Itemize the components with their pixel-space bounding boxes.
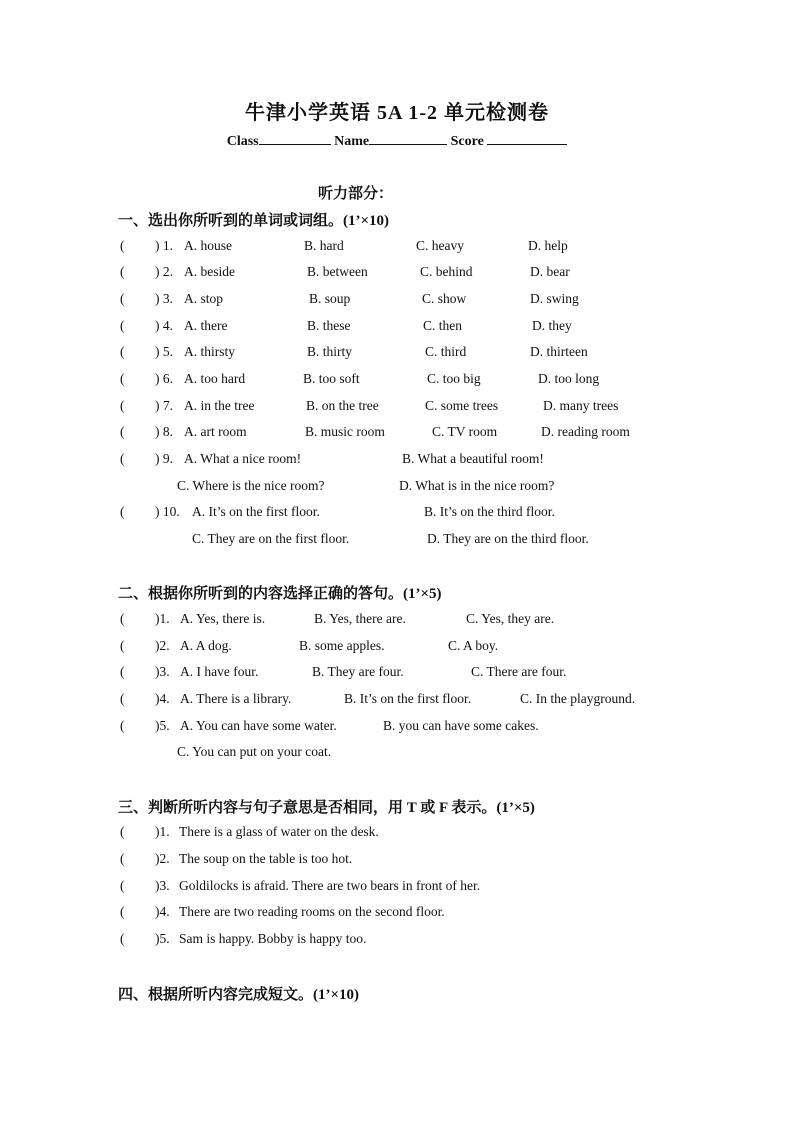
option-a: A. There is a library. [180,691,292,706]
option-c: C. behind [420,264,473,279]
answer-bracket[interactable]: ( [120,691,125,706]
answer-bracket[interactable]: ( [120,904,125,919]
answer-bracket[interactable]: ( [120,824,125,839]
option-b: B. too soft [303,371,360,386]
answer-bracket[interactable]: ( [120,638,125,653]
question-number: ) 3. [155,291,173,306]
option-c: C. then [423,318,462,333]
answer-bracket[interactable]: ( [120,451,125,466]
option-a: A. house [184,238,232,253]
option-d: D. bear [530,264,570,279]
question-row-continued [0,531,794,551]
score-label: Score [450,134,484,149]
answer-bracket[interactable]: ( [120,851,125,866]
class-label: Class [226,134,259,149]
question-number: )2. [155,851,170,866]
option-d: D. too long [538,371,600,386]
option-a: A. in the tree [184,398,255,413]
question-row [0,291,794,311]
option-a: A. It’s on the first floor. [192,504,320,519]
option-c: C. There are four. [471,664,567,679]
question-row [0,878,794,898]
question-row [0,344,794,364]
question-row [0,718,794,738]
option-a: A. there [184,318,228,333]
question-row [0,611,794,631]
listening-part-label: 听力部分： [318,186,394,202]
question-number: ) 2. [155,264,173,279]
question-row [0,318,794,338]
option-c: C. Yes, they are. [466,611,555,626]
option-a: A. Yes, there is. [180,611,266,626]
question-number: )4. [155,691,170,706]
option-b: B. thirty [307,344,353,359]
option-a: A. A dog. [180,638,232,653]
option-c: C. heavy [416,238,464,253]
option-d: D. reading room [541,424,630,439]
option-b: B. It’s on the third floor. [424,504,555,519]
option-a: A. What a nice room! [184,451,302,466]
answer-bracket[interactable]: ( [120,371,125,386]
answer-bracket[interactable]: ( [120,344,125,359]
option-d: D. many trees [543,398,619,413]
option-c: C. A boy. [448,638,499,653]
option-d: D. thirteen [530,344,588,359]
question-number: )1. [155,611,170,626]
answer-bracket[interactable]: ( [120,878,125,893]
statement: There is a glass of water on the desk. [179,824,379,839]
option-c: C. third [425,344,467,359]
question-row [0,824,794,844]
question-number: ) 6. [155,371,173,386]
question-row [0,264,794,284]
answer-bracket[interactable]: ( [120,424,125,439]
class-blank[interactable] [259,130,331,145]
question-number: ) 5. [155,344,173,359]
option-b: B. these [307,318,351,333]
answer-bracket[interactable]: ( [120,718,125,733]
question-number: )2. [155,638,170,653]
statement: There are two reading rooms on the second floor. [179,904,445,919]
question-row [0,638,794,658]
option-d: D. help [528,238,568,253]
student-info-line [0,130,794,150]
question-number: )5. [155,718,170,733]
answer-bracket[interactable]: ( [120,664,125,679]
page-title: 牛津小学英语 5A 1-2 单元检测卷 [245,102,549,124]
question-number: ) 1. [155,238,173,253]
option-b: B. on the tree [306,398,379,413]
question-row [0,664,794,684]
name-blank[interactable] [369,130,447,145]
option-c: C. too big [427,371,481,386]
option-b: B. It’s on the first floor. [344,691,472,706]
section-1-title: 一、选出你所听到的单词或词组。(1’×10) [118,213,390,229]
answer-bracket[interactable]: ( [120,611,125,626]
statement: Goldilocks is afraid. There are two bears in front of her. [179,878,481,893]
option-c: C. In the playground. [520,691,636,706]
question-number: ) 8. [155,424,173,439]
question-number: )1. [155,824,170,839]
section-3-title: 三、判断所听内容与句子意思是否相同，用 T 或 F 表示。(1’×5) [118,800,535,816]
question-row-continued [0,744,794,764]
answer-bracket[interactable]: ( [120,398,125,413]
question-row [0,851,794,871]
question-number: )5. [155,931,170,946]
option-a: A. You can have some water. [180,718,337,733]
answer-bracket[interactable]: ( [120,931,125,946]
question-number: ) 4. [155,318,173,333]
option-a: A. art room [184,424,247,439]
option-a: A. thirsty [184,344,236,359]
question-row [0,904,794,924]
option-a: A. beside [184,264,235,279]
option-b: B. soup [309,291,351,306]
option-b: B. What a beautiful room! [402,451,544,466]
question-number: )4. [155,904,170,919]
question-row [0,451,794,471]
question-number: ) 9. [155,451,173,466]
score-blank[interactable] [487,130,567,145]
question-number: ) 10. [155,504,180,519]
option-a: A. stop [184,291,224,306]
answer-bracket[interactable]: ( [120,291,125,306]
question-row [0,504,794,524]
option-b: B. hard [304,238,344,253]
question-row-continued [0,478,794,498]
question-row [0,931,794,951]
option-c: C. show [422,291,467,306]
statement: Sam is happy. Bobby is happy too. [179,931,367,946]
option-b: B. some apples. [299,638,385,653]
answer-bracket[interactable]: ( [120,238,125,253]
option-a: A. I have four. [180,664,259,679]
question-number: )3. [155,664,170,679]
question-row [0,238,794,258]
question-row [0,371,794,391]
option-d: D. They are on the third floor. [427,531,589,546]
question-row [0,398,794,418]
answer-bracket[interactable]: ( [120,504,125,519]
question-row [0,424,794,444]
section-4-title: 四、根据所听内容完成短文。(1’×10) [118,987,360,1003]
option-d: D. What is in the nice room? [399,478,555,493]
option-c: C. You can put on your coat. [177,744,332,759]
option-b: B. music room [305,424,385,439]
answer-bracket[interactable]: ( [120,318,125,333]
answer-bracket[interactable]: ( [120,264,125,279]
option-b: B. Yes, there are. [314,611,406,626]
option-b: B. between [307,264,368,279]
option-c: C. Where is the nice room? [177,478,325,493]
option-d: D. swing [530,291,579,306]
option-b: B. They are four. [312,664,404,679]
statement: The soup on the table is too hot. [179,851,353,866]
question-number: )3. [155,878,170,893]
option-d: D. they [532,318,572,333]
name-label: Name [334,134,370,149]
question-number: ) 7. [155,398,173,413]
option-c: C. They are on the first floor. [192,531,350,546]
option-c: C. TV room [432,424,498,439]
option-b: B. you can have some cakes. [383,718,539,733]
section-2-title: 二、根据你所听到的内容选择正确的答句。(1’×5) [118,586,442,602]
option-a: A. too hard [184,371,246,386]
question-row [0,691,794,711]
option-c: C. some trees [425,398,499,413]
